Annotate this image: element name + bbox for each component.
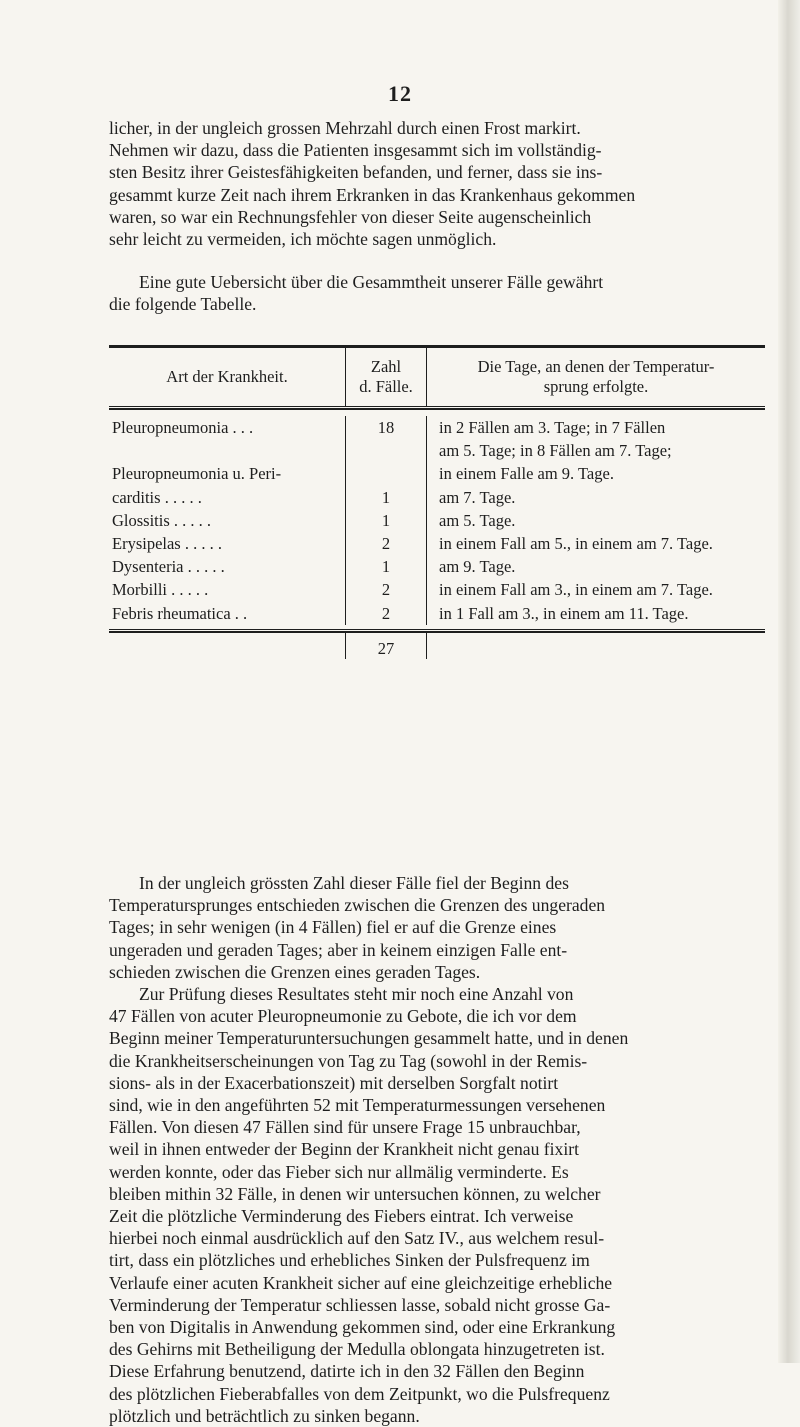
text-line: hierbei noch einmal ausdrücklich auf den Satz IV., aus welchem resul- bbox=[109, 1228, 605, 1249]
page-edge-shadow bbox=[778, 0, 800, 1363]
table-cell-days: in einem Fall am 5., in einem am 7. Tage. bbox=[439, 533, 713, 553]
count-column bbox=[345, 416, 427, 625]
paragraph-table-intro bbox=[109, 271, 765, 315]
text-line: werden konnte, oder das Fieber sich nur allmälig verminderte. Es bbox=[109, 1161, 569, 1182]
text-line: Temperatursprunges entschieden zwischen die Grenzen des ungeraden bbox=[109, 895, 606, 916]
table-cell-count: 2 bbox=[381, 603, 391, 623]
text-line: Eine gute Uebersicht über die Gesammtheit unserer Fälle gewährt bbox=[139, 272, 604, 292]
table-total-row bbox=[109, 633, 765, 659]
table-cell-disease: Dysenteria . . . . . bbox=[112, 557, 225, 577]
table-cell-disease: Pleuropneumonia . . . bbox=[112, 418, 254, 437]
paragraph-analysis bbox=[109, 872, 765, 1427]
table-cell-days: am 5. Tage; in 8 Fällen am 7. Tage; bbox=[439, 441, 672, 461]
header-disease: Art der Krankheit. bbox=[166, 367, 288, 386]
text-line: des Gehirns mit Betheiligung der Medulla oblongata hinzugetreten ist. bbox=[109, 1339, 605, 1360]
table-cell-count: 1 bbox=[381, 557, 391, 577]
table-cell-days: in 1 Fall am 3., in einem am 11. Tage. bbox=[439, 603, 689, 623]
header-count bbox=[345, 348, 427, 406]
text-line: plötzlich und beträchtlich zu sinken begann. bbox=[109, 1405, 420, 1426]
table-header bbox=[109, 348, 765, 406]
table-cell-count: 1 bbox=[381, 487, 391, 507]
table-body bbox=[109, 410, 765, 629]
text-line: Verminderung der Temperatur schliessen lasse, sobald nicht grosse Ga- bbox=[109, 1294, 611, 1315]
table-cell-days: in einem Falle am 9. Tage. bbox=[439, 464, 614, 484]
table-cell-days: in einem Fall am 3., in einem am 7. Tage. bbox=[439, 580, 713, 600]
text-line: Verlaufe einer acuten Krankheit sicher auf eine gleichzeitige erhebliche bbox=[109, 1272, 613, 1293]
table-cell-disease: carditis . . . . . bbox=[112, 487, 202, 507]
header-days-line: Die Tage, an denen der Temperatur- bbox=[477, 357, 715, 376]
disease-column bbox=[109, 416, 345, 625]
header-days bbox=[427, 348, 765, 406]
table-cell-disease: Glossitis . . . . . bbox=[112, 510, 212, 530]
page-number: 12 bbox=[388, 81, 412, 106]
disease-table bbox=[109, 345, 765, 659]
text-line: Diese Erfahrung benutzend, datirte ich in den 32 Fällen den Beginn bbox=[109, 1361, 585, 1382]
text-line: ungeraden und geraden Tages; aber in keinem einzigen Falle ent- bbox=[109, 939, 568, 960]
total-spacer bbox=[427, 633, 765, 659]
days-column bbox=[427, 416, 765, 625]
text-line: Zur Prüfung dieses Resultates steht mir noch eine Anzahl von bbox=[139, 984, 574, 1005]
text-line: Fällen. Von diesen 47 Fällen sind für unsere Frage 15 unbrauchbar, bbox=[109, 1117, 581, 1138]
table-cell-days: am 9. Tage. bbox=[439, 557, 516, 577]
table-cell-days: in 2 Fällen am 3. Tage; in 7 Fällen bbox=[439, 418, 666, 437]
text-line: licher, in der ungleich grossen Mehrzahl durch einen Frost markirt. bbox=[109, 118, 581, 138]
text-line: bleiben mithin 32 Fälle, in denen wir untersuchen können, zu welcher bbox=[109, 1183, 601, 1204]
text-line: sehr leicht zu vermeiden, ich möchte sagen unmöglich. bbox=[109, 229, 497, 250]
table-cell-disease bbox=[112, 439, 345, 462]
table-cell-count: 2 bbox=[381, 580, 391, 600]
table-cell-count bbox=[346, 462, 426, 485]
total-spacer bbox=[109, 633, 345, 659]
table-cell-disease: Erysipelas . . . . . bbox=[112, 533, 222, 553]
text-line: ben von Digitalis in Anwendung gekommen sind, oder eine Erkrankung bbox=[109, 1317, 616, 1338]
header-count-line: d. Fälle. bbox=[359, 377, 413, 396]
text-line: des plötzlichen Fieberabfalles von dem Zeitpunkt, wo die Pulsfrequenz bbox=[109, 1383, 610, 1404]
text-line: weil in ihnen entweder der Beginn der Krankheit nicht genau fixirt bbox=[109, 1139, 579, 1160]
table-cell-disease: Pleuropneumonia u. Peri- bbox=[112, 464, 282, 484]
text-line: sind, wie in den angeführten 52 mit Temperaturmessungen versehenen bbox=[109, 1095, 606, 1116]
text-line: die folgende Tabelle. bbox=[109, 294, 257, 315]
text-line: Zeit die plötzliche Verminderung des Fiebers eintrat. Ich verweise bbox=[109, 1206, 574, 1227]
text-line: Tages; in sehr wenigen (in 4 Fällen) fiel er auf die Grenze eines bbox=[109, 917, 557, 938]
text-line: die Krankheitserscheinungen von Tag zu Tag (sowohl in der Remis- bbox=[109, 1050, 588, 1071]
text-line: Beginn meiner Temperaturuntersuchungen gesammelt hatte, und in denen bbox=[109, 1028, 629, 1049]
text-line: schieden zwischen die Grenzen eines geraden Tages. bbox=[109, 961, 481, 982]
text-line: sions- als in der Exacerbationszeit) mit derselben Sorgfalt notirt bbox=[109, 1072, 559, 1093]
text-line: tirt, dass ein plötzliches und erhebliches Sinken der Pulsfrequenz im bbox=[109, 1250, 590, 1271]
text-line: waren, so war ein Rechnungsfehler von dieser Seite augenscheinlich bbox=[109, 206, 592, 227]
header-days-line: sprung erfolgte. bbox=[543, 377, 649, 396]
table-cell-count bbox=[346, 439, 426, 462]
table-cell-days: am 7. Tage. bbox=[439, 487, 516, 507]
paragraph-intro bbox=[109, 117, 765, 250]
header-count-line: Zahl bbox=[370, 357, 402, 376]
table-cell-disease: Febris rheumatica . . bbox=[112, 603, 248, 623]
table-cell-count: 1 bbox=[381, 510, 391, 530]
table-total: 27 bbox=[345, 633, 427, 659]
table-cell-count: 18 bbox=[377, 418, 395, 437]
table-cell-disease: Morbilli . . . . . bbox=[112, 580, 209, 600]
text-line: In der ungleich grössten Zahl dieser Fälle fiel der Beginn des bbox=[139, 873, 569, 893]
text-line: gesammt kurze Zeit nach ihrem Erkranken in das Krankenhaus gekommen bbox=[109, 184, 636, 205]
text-line: 47 Fällen von acuter Pleuropneumonie zu Gebote, die ich vor dem bbox=[109, 1006, 577, 1027]
text-line: Nehmen wir dazu, dass die Patienten insgesammt sich im vollständig- bbox=[109, 140, 602, 161]
table-cell-count: 2 bbox=[381, 533, 391, 553]
text-line: sten Besitz ihrer Geistesfähigkeiten befanden, und ferner, dass sie ins- bbox=[109, 162, 603, 183]
table-cell-days: am 5. Tage. bbox=[439, 510, 516, 530]
